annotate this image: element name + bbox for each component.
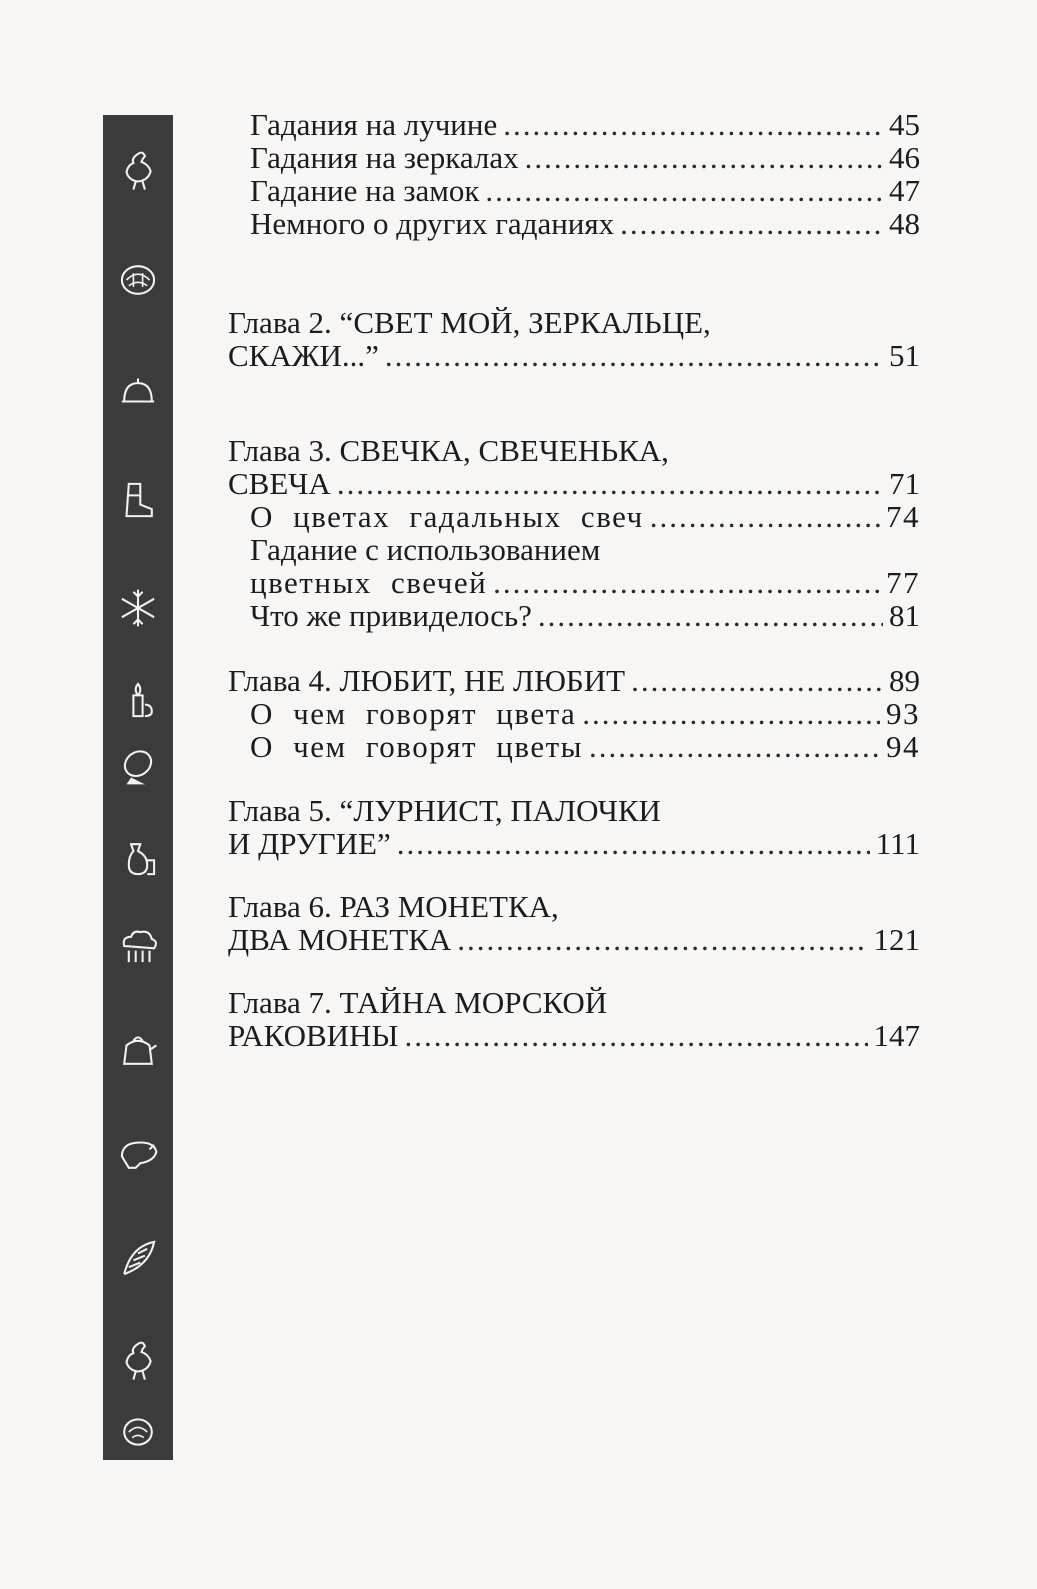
toc-entry-title: И ДРУГИЕ” [228,826,391,861]
toc-entry-page: 48 [889,206,920,241]
toc-entry [250,730,920,764]
toc-entry [228,827,920,861]
toc-entry-page: 147 [873,1018,920,1053]
toc-chapter-heading [228,890,920,924]
toc-entry-title: Глава 4. ЛЮБИТ, НЕ ЛЮБИТ [228,663,626,698]
decorative-icon-strip [103,115,173,1460]
toc-entry-title: СВЕЧА [228,466,331,501]
toc-entry-page: 47 [889,173,920,208]
toc-entry-page: 111 [875,826,920,861]
coin-icon [113,741,163,791]
rooster-icon [113,1335,163,1385]
toc-entry [250,697,920,731]
feather-icon [113,1233,163,1283]
toc-entry-title: Немного о других гаданиях [250,206,615,241]
pig-icon [113,1129,163,1179]
rooster-icon [113,145,163,195]
toc-entry-title: Глава 7. ТАЙНА МОРСКОЙ [228,985,608,1020]
toc-entry-page: 89 [889,663,920,698]
toc-entry-page: 46 [889,140,920,175]
toc-entry-title: Что же привиделось? [250,598,532,633]
toc-entry [228,664,920,698]
toc-entry-title: Глава 2. “СВЕТ МОЙ, ЗЕРКАЛЬЦЕ, [228,305,711,340]
jug-icon [113,833,163,883]
toc-entry [228,339,920,373]
cloud-icon [113,921,163,971]
toc-entry-title: Гадание с использованием [250,532,601,567]
toc-entry-title: РАКОВИНЫ [228,1018,399,1053]
boot-icon [113,475,163,525]
toc-entry-page: 51 [889,338,920,373]
toc-entry [250,207,920,241]
toc-entry [250,599,920,633]
toc-entry-page: 94 [886,729,920,764]
toc-entry [228,1019,920,1053]
toc-entry-page: 45 [889,107,920,142]
toc-entry-title: Глава 3. СВЕЧКА, СВЕЧЕНЬКА, [228,433,669,468]
bell-icon [113,365,163,415]
toc-entry [250,141,920,175]
toc-entry [250,174,920,208]
toc-entry-page: 121 [873,922,920,957]
toc-entry-page: 93 [886,696,920,731]
toc-chapter-heading [228,986,920,1020]
toc-entry-title: цветных свечей [250,565,488,600]
toc-entry-page: 81 [889,598,920,633]
shell-icon [113,255,163,305]
toc-entry-title: Гадания на лучине [250,107,498,142]
toc-chapter-heading [228,306,920,340]
toc-entry-title: О чем говорят цветы [250,729,583,764]
toc-entry-page: 74 [886,499,920,534]
toc-entry-title: Гадания на зеркалах [250,140,519,175]
toc-entry [250,108,920,142]
shell-icon [113,1407,163,1457]
toc-chapter-heading [228,794,920,828]
toc-entry-title: Глава 5. “ЛУРНИСТ, ПАЛОЧКИ [228,793,661,828]
toc-entry-title: СКАЖИ...” [228,338,379,373]
snowflake-icon [113,583,163,633]
toc-chapter-heading [228,434,920,468]
toc-entry-title: ДВА МОНЕТКА [228,922,452,957]
kettle-icon [113,1025,163,1075]
toc-entry [228,923,920,957]
toc-entry [250,566,920,600]
toc-entry [250,500,920,534]
toc-entry-title: О чем говорят цвета [250,696,577,731]
candle-icon [113,675,163,725]
toc-entry-title: Гадание на замок [250,173,480,208]
toc-entry [228,467,920,501]
toc-entry-page: 71 [889,466,920,501]
toc-entry-page: 77 [886,565,920,600]
toc-entry-title: О цветах гадальных свеч [250,499,644,534]
toc-entry-title: Глава 6. РАЗ МОНЕТКА, [228,889,559,924]
toc-entry [250,533,920,567]
